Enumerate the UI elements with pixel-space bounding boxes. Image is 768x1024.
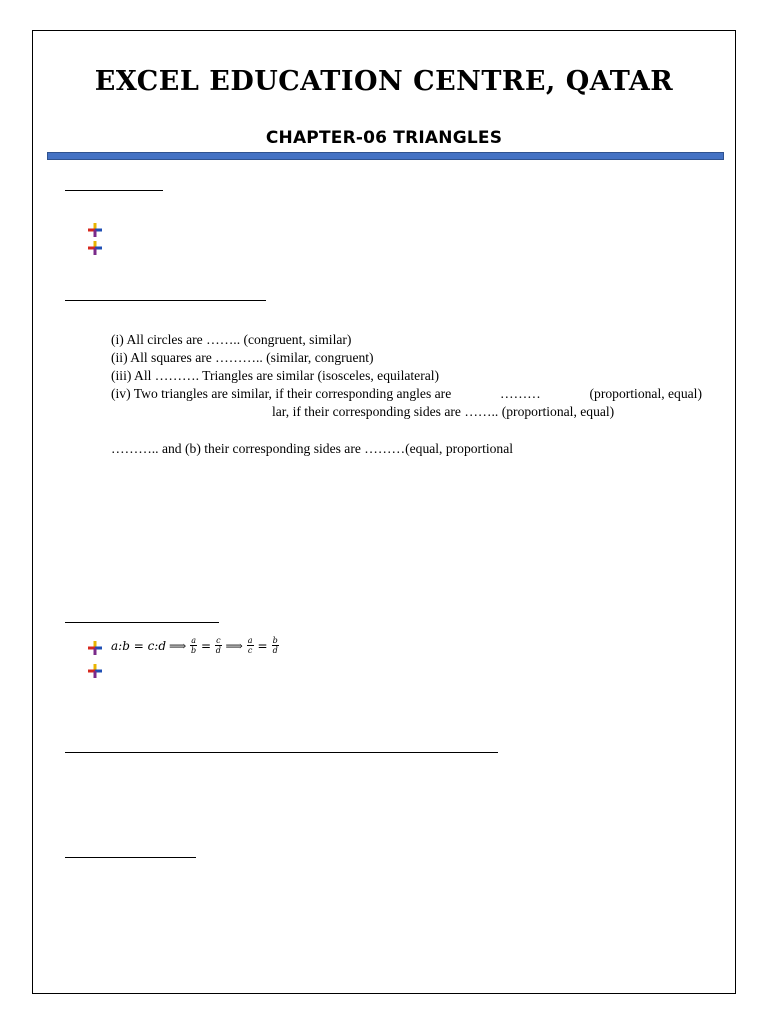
fill-blank-text: (proportional, equal): [589, 386, 702, 401]
fraction-numerator: c: [216, 636, 221, 645]
fill-blank-text: ………: [499, 386, 541, 401]
bullet-icon: [88, 223, 102, 237]
fraction: [190, 636, 197, 655]
page-title: EXCEL EDUCATION CENTRE, QATAR: [94, 66, 674, 97]
fraction-denominator: c: [247, 646, 253, 655]
section-heading-underline: [65, 300, 266, 301]
fraction-denominator: d: [215, 646, 221, 655]
section-heading-underline: [65, 622, 219, 623]
fraction-denominator: d: [272, 646, 278, 655]
section-heading-underline: [65, 190, 163, 191]
proportion-formula: [111, 636, 280, 655]
bullet-icon: [88, 241, 102, 255]
bullet-icon: [88, 641, 102, 655]
fill-blank-line: [111, 386, 702, 402]
fraction: [272, 636, 279, 655]
fill-blank-line: lar, if their corresponding sides are …….. (proportional, equal): [272, 404, 615, 419]
fraction-numerator: a: [247, 636, 253, 645]
equals-symbol: =: [201, 638, 212, 653]
bullet-icon: [88, 664, 102, 678]
implies-symbol: ⟹: [169, 638, 187, 653]
section-heading-underline: [65, 857, 196, 858]
section-heading-underline: [65, 752, 498, 753]
fraction-numerator: b: [272, 636, 278, 645]
fill-blank-line: (iii) All ………. Triangles are similar (isosceles, equilateral): [111, 368, 440, 383]
page-border: [32, 30, 736, 994]
fraction-denominator: b: [191, 646, 197, 655]
header-divider-bar: [47, 152, 724, 160]
fill-blank-line: (i) All circles are …….. (congruent, similar): [111, 332, 352, 347]
equals-symbol: =: [257, 638, 268, 653]
implies-symbol: ⟹: [225, 638, 243, 653]
fill-blank-line: (ii) All squares are ……….. (similar, congruent): [111, 350, 374, 365]
fraction: [247, 636, 254, 655]
chapter-title: CHAPTER-06 TRIANGLES: [265, 128, 503, 148]
ratio-equation: a:b = c:d: [111, 638, 167, 653]
fraction: [215, 636, 221, 655]
fill-blank-text: (iv) Two triangles are similar, if their corresponding angles are: [111, 386, 452, 401]
fill-blank-line: ……….. and (b) their corresponding sides are ………(equal, proportional: [111, 441, 514, 456]
fraction-numerator: a: [191, 636, 196, 645]
